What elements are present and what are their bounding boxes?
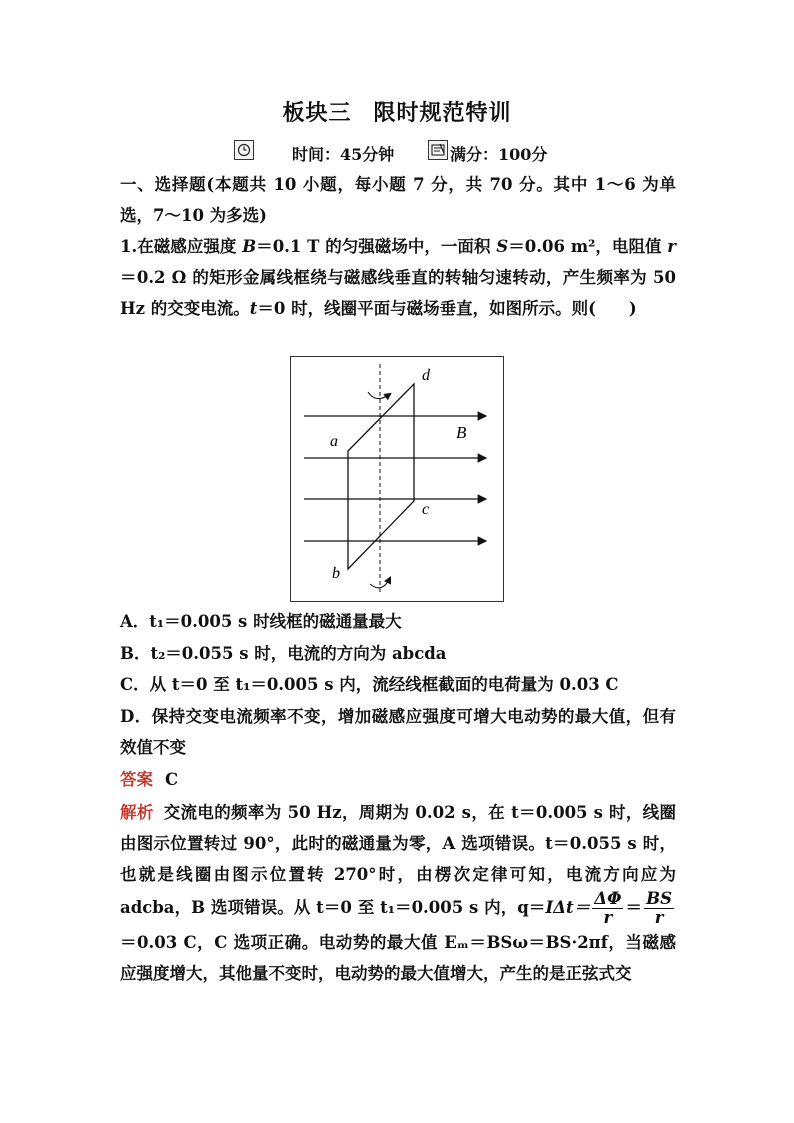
answer-label: 答案 [120,770,153,789]
label-a: a [330,433,338,450]
explanation-text: 交流电的频率为 50 Hz，周期为 0.02 s，在 t＝0.005 s 时，线圈由图示位置转过 90°，此时的磁通量为零，A 选项错误。t＝0.055 s 时，也就是线圈由图示位置转 270°时，由楞次定律可知，电流方向应为 adcba，B 选项错误。从 t＝0 至 t₁＝0.005 s 内，q＝ [120,803,677,918]
page-title [0,96,794,127]
answer-value: C [165,770,179,789]
explanation-label: 解析 [120,803,154,822]
explanation-text-cont: ＝0.03 C，C 选项正确。电动势的最大值 Eₘ＝BSω＝BS·2πf，当磁感应强度增大，其他量不变时，电动势的最大值增大，产生的是正弦式交 [120,933,676,984]
option-b: B．t₂＝0.055 s 时，电流的方向为 abcda [120,643,447,663]
stem-var-r: r [667,237,676,256]
stem-var-b: B [242,237,257,256]
label-c: c [422,501,430,518]
time-limit: 时间：45分钟 [292,145,395,164]
stem-var-t: t [249,299,258,318]
label-field-b: B [456,423,467,442]
option-d: D．保持交变电流频率不变，增加磁感应强度可增大电动势的最大值，但有效值不变 [120,706,676,757]
answer-options [120,606,676,764]
fraction-numerator: BS [646,889,672,908]
fraction-bs [644,890,674,927]
question-1-stem [120,231,676,324]
fraction-denominator: r [654,908,664,928]
label-d: d [422,367,430,384]
coil-magnetic-field-figure [290,356,504,602]
label-b: b [332,565,340,582]
fraction-numerator: ΔΦ [594,889,622,908]
title-part1: 板块三 [282,100,352,126]
title-part2: 限时规范特训 [373,100,512,126]
answer-line [120,764,676,795]
equals-sign: ＝ [625,898,643,918]
explanation-formula: IΔt＝ [545,898,591,918]
stem-text: ＝0 时，线圈平面与磁场垂直，如图所示。则( ) [257,299,637,318]
fraction-flux [592,890,623,927]
section-heading: 一、选择题(本题共 10 小题，每小题 7 分，共 70 分。其中 1～6 为单选，7～10 为多选) [120,175,676,225]
clock-icon [234,140,254,160]
option-c: C．从 t＝0 至 t₁＝0.005 s 内，流经线框截面的电荷量为 0.03 C [120,675,619,694]
full-score: 满分：100分 [450,145,548,164]
stem-text: ＝0.2 Ω 的矩形金属线框绕与磁感线垂直的转轴匀速转动，产生频率为 50 Hz 的交变电流。 [120,268,676,318]
fraction-denominator: r [603,908,613,928]
stem-text: 1.在磁感应强度 [120,237,243,256]
stem-text: ＝0.1 T 的匀强磁场中，一面积 [256,237,497,256]
exam-meta [0,138,794,166]
score-icon [428,140,448,160]
option-a: A．t₁＝0.005 s 时线框的磁通量最大 [120,612,402,631]
stem-var-s: S [496,237,509,256]
stem-text: ＝0.06 m²，电阻值 [508,237,668,256]
explanation [120,797,676,989]
